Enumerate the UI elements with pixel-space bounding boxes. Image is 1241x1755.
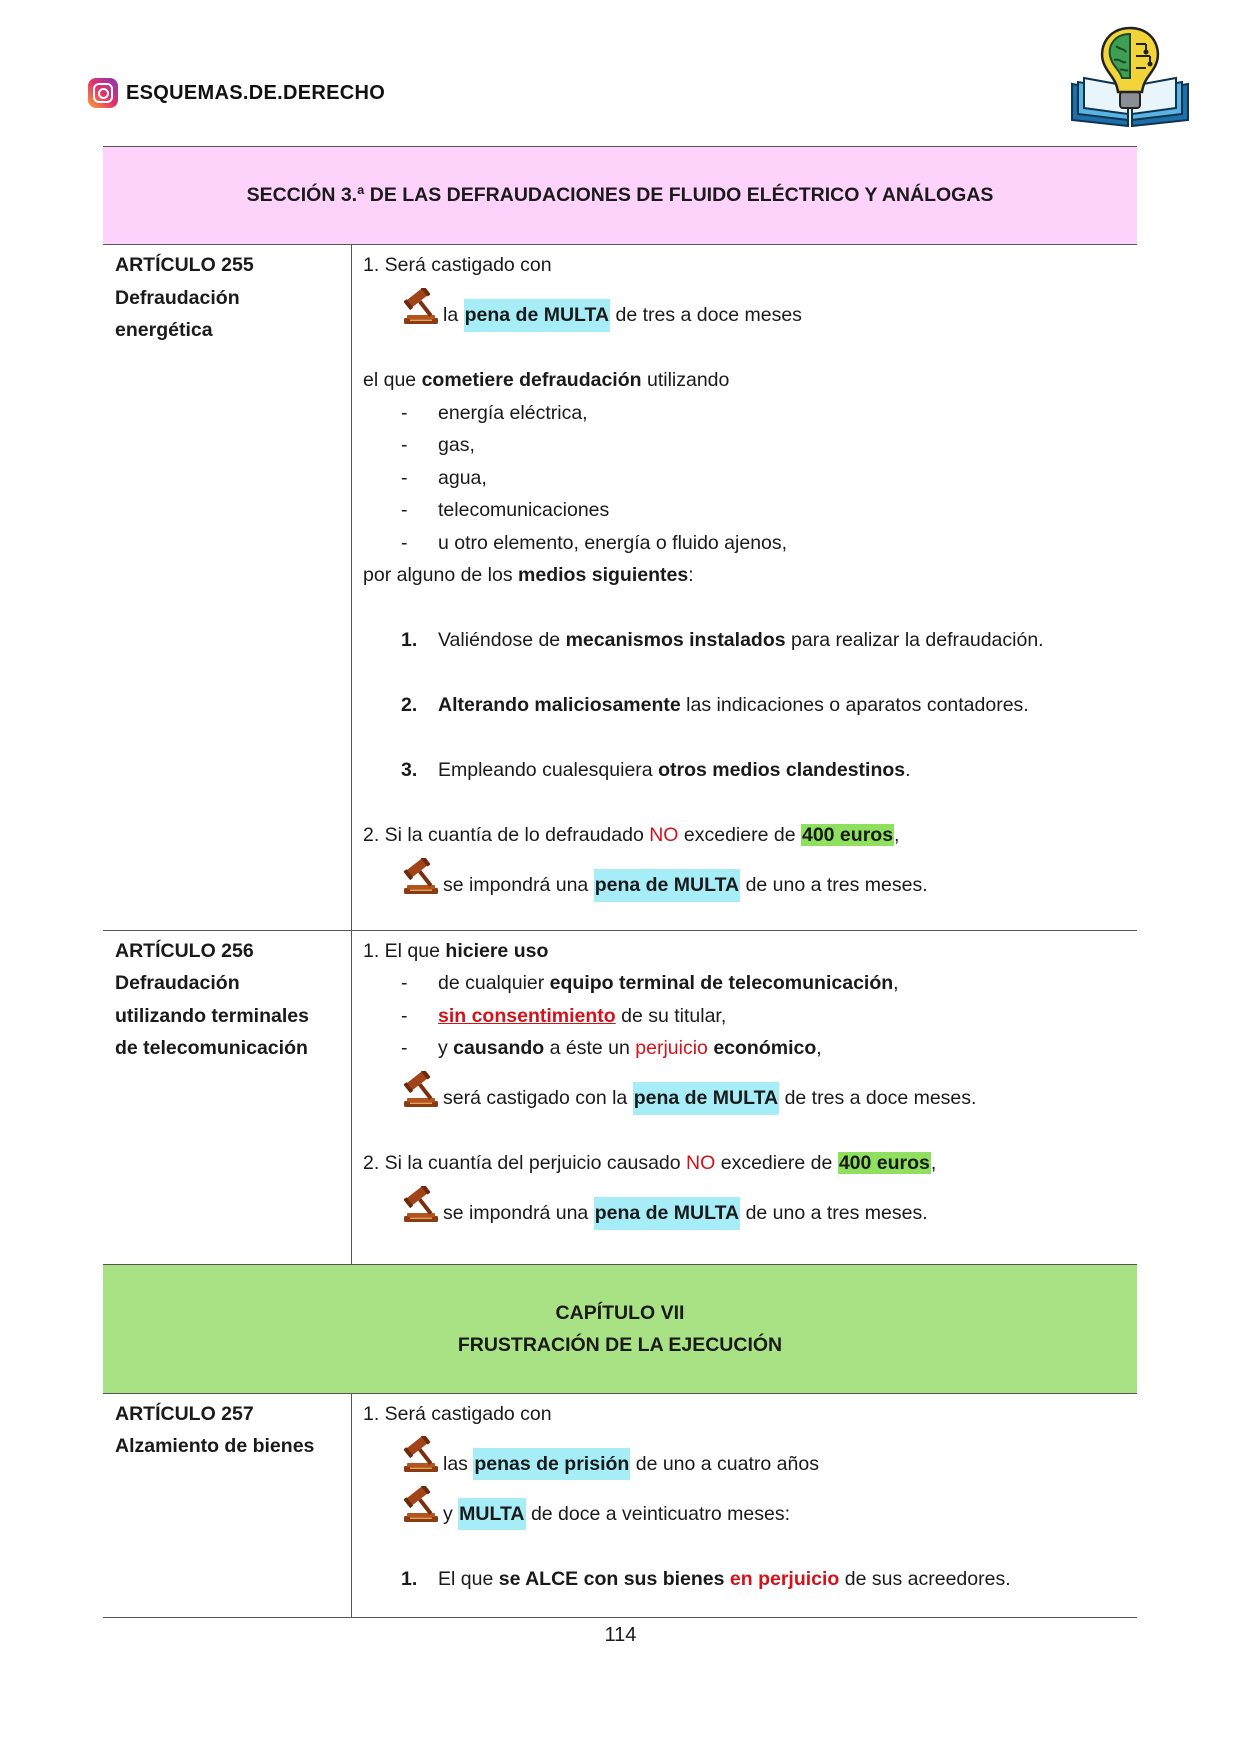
paragraph-line: 2. Si la cuantía del perjuicio causado NO excediere de 400 euros, — [363, 1152, 937, 1174]
brain-lightbulb-book-logo — [1066, 22, 1194, 130]
penalty-highlight: pena de MULTA — [594, 869, 740, 902]
numbered-item: 2. Alterando maliciosamente las indicaciones o aparatos contadores. — [401, 694, 1029, 716]
numbered-item: 1. Valiéndose de mecanismos instalados para realizar la defraudación. — [401, 629, 1044, 651]
section-heading: SECCIÓN 3.ª DE LAS DEFRAUDACIONES DE FLUIDO ELÉCTRICO Y ANÁLOGAS — [103, 147, 1137, 245]
list-item: - u otro elemento, energía o fluido ajenos, — [401, 531, 788, 554]
list-item: - energía eléctrica, — [401, 401, 588, 424]
instagram-icon — [88, 78, 118, 108]
paragraph-line: por alguno de los medios siguientes: — [363, 564, 694, 586]
paragraph-line: 1. Será castigado con — [363, 254, 552, 276]
article-256-body — [352, 930, 1138, 1264]
article-title-line: utilizando terminales — [115, 1004, 309, 1027]
negation-red: NO — [686, 1152, 716, 1174]
gavel-icon — [401, 288, 441, 326]
article-number: ARTÍCULO 257 — [115, 1402, 254, 1425]
gavel-icon — [401, 1186, 441, 1224]
penalty-line: será castigado con la pena de MULTA de tres a doce meses. — [363, 1067, 1137, 1115]
article-255-body — [352, 245, 1138, 931]
gavel-icon — [401, 858, 441, 896]
article-title-line: Defraudación — [115, 972, 240, 994]
penalty-line: se impondrá una pena de MULTA de uno a tres meses. — [363, 1182, 1137, 1230]
penalty-highlight: pena de MULTA — [464, 299, 610, 332]
article-255-row — [103, 245, 1137, 931]
brand-name: ESQUEMAS.DE.DERECHO — [126, 81, 386, 104]
article-number: ARTÍCULO 255 — [115, 254, 254, 276]
article-255-label — [103, 245, 352, 931]
article-256-row — [103, 930, 1137, 1264]
penalty-line: las penas de prisión de uno a cuatro años — [363, 1432, 1137, 1480]
article-title-line: Alzamiento de bienes — [115, 1435, 315, 1457]
penalty-line: la pena de MULTA de tres a doce meses — [363, 284, 1137, 332]
article-number: ARTÍCULO 256 — [115, 939, 254, 962]
list-item: - gas, — [401, 434, 475, 456]
list-item: - telecomunicaciones — [401, 499, 610, 521]
articles-table — [103, 146, 1137, 1618]
numbered-item: 3. Empleando cualesquiera otros medios clandestinos. — [401, 759, 911, 781]
chapter-heading — [103, 1264, 1137, 1393]
page-number: 114 — [604, 1624, 637, 1646]
article-257-row — [103, 1393, 1137, 1618]
article-title-line: de telecomunicación — [115, 1037, 308, 1059]
chapter-title: FRUSTRACIÓN DE LA EJECUCIÓN — [457, 1333, 783, 1356]
paragraph-line: 1. Será castigado con — [363, 1402, 552, 1425]
numbered-item: 1. El que se ALCE con sus bienes en perjuicio de sus acreedores. — [401, 1567, 1011, 1590]
paragraph-line: el que cometiere defraudación utilizando — [363, 369, 730, 391]
article-257-label — [103, 1393, 352, 1618]
amount-highlight: 400 euros — [801, 824, 894, 846]
penalty-line: y MULTA de doce a veinticuatro meses: — [363, 1482, 1137, 1530]
gavel-icon — [401, 1071, 441, 1109]
article-title-line: energética — [115, 319, 213, 341]
article-257-body — [352, 1393, 1138, 1618]
list-item: - sin consentimiento de su titular, — [401, 1004, 727, 1027]
brand-header — [88, 78, 385, 108]
list-item: - agua, — [401, 466, 487, 489]
paragraph-line: 2. Si la cuantía de lo defraudado NO excediere de 400 euros, — [363, 824, 900, 846]
gavel-icon — [401, 1486, 441, 1524]
penalty-highlight: penas de prisión — [473, 1448, 630, 1481]
penalty-highlight: MULTA — [458, 1498, 525, 1531]
list-item: - y causando a éste un perjuicio económico, — [401, 1037, 822, 1059]
penalty-highlight: pena de MULTA — [594, 1197, 740, 1230]
penalty-line: se impondrá una pena de MULTA de uno a tres meses. — [363, 854, 1137, 902]
negation-red: NO — [649, 824, 679, 846]
paragraph-line: 1. El que hiciere uso — [363, 939, 549, 962]
gavel-icon — [401, 1436, 441, 1474]
article-256-label — [103, 930, 352, 1264]
chapter-number: CAPÍTULO VII — [555, 1301, 685, 1324]
penalty-highlight: pena de MULTA — [633, 1082, 779, 1115]
article-title-line: Defraudación — [115, 286, 240, 309]
amount-highlight: 400 euros — [838, 1152, 930, 1174]
list-item: - de cualquier equipo terminal de telecomunicación, — [401, 972, 899, 994]
